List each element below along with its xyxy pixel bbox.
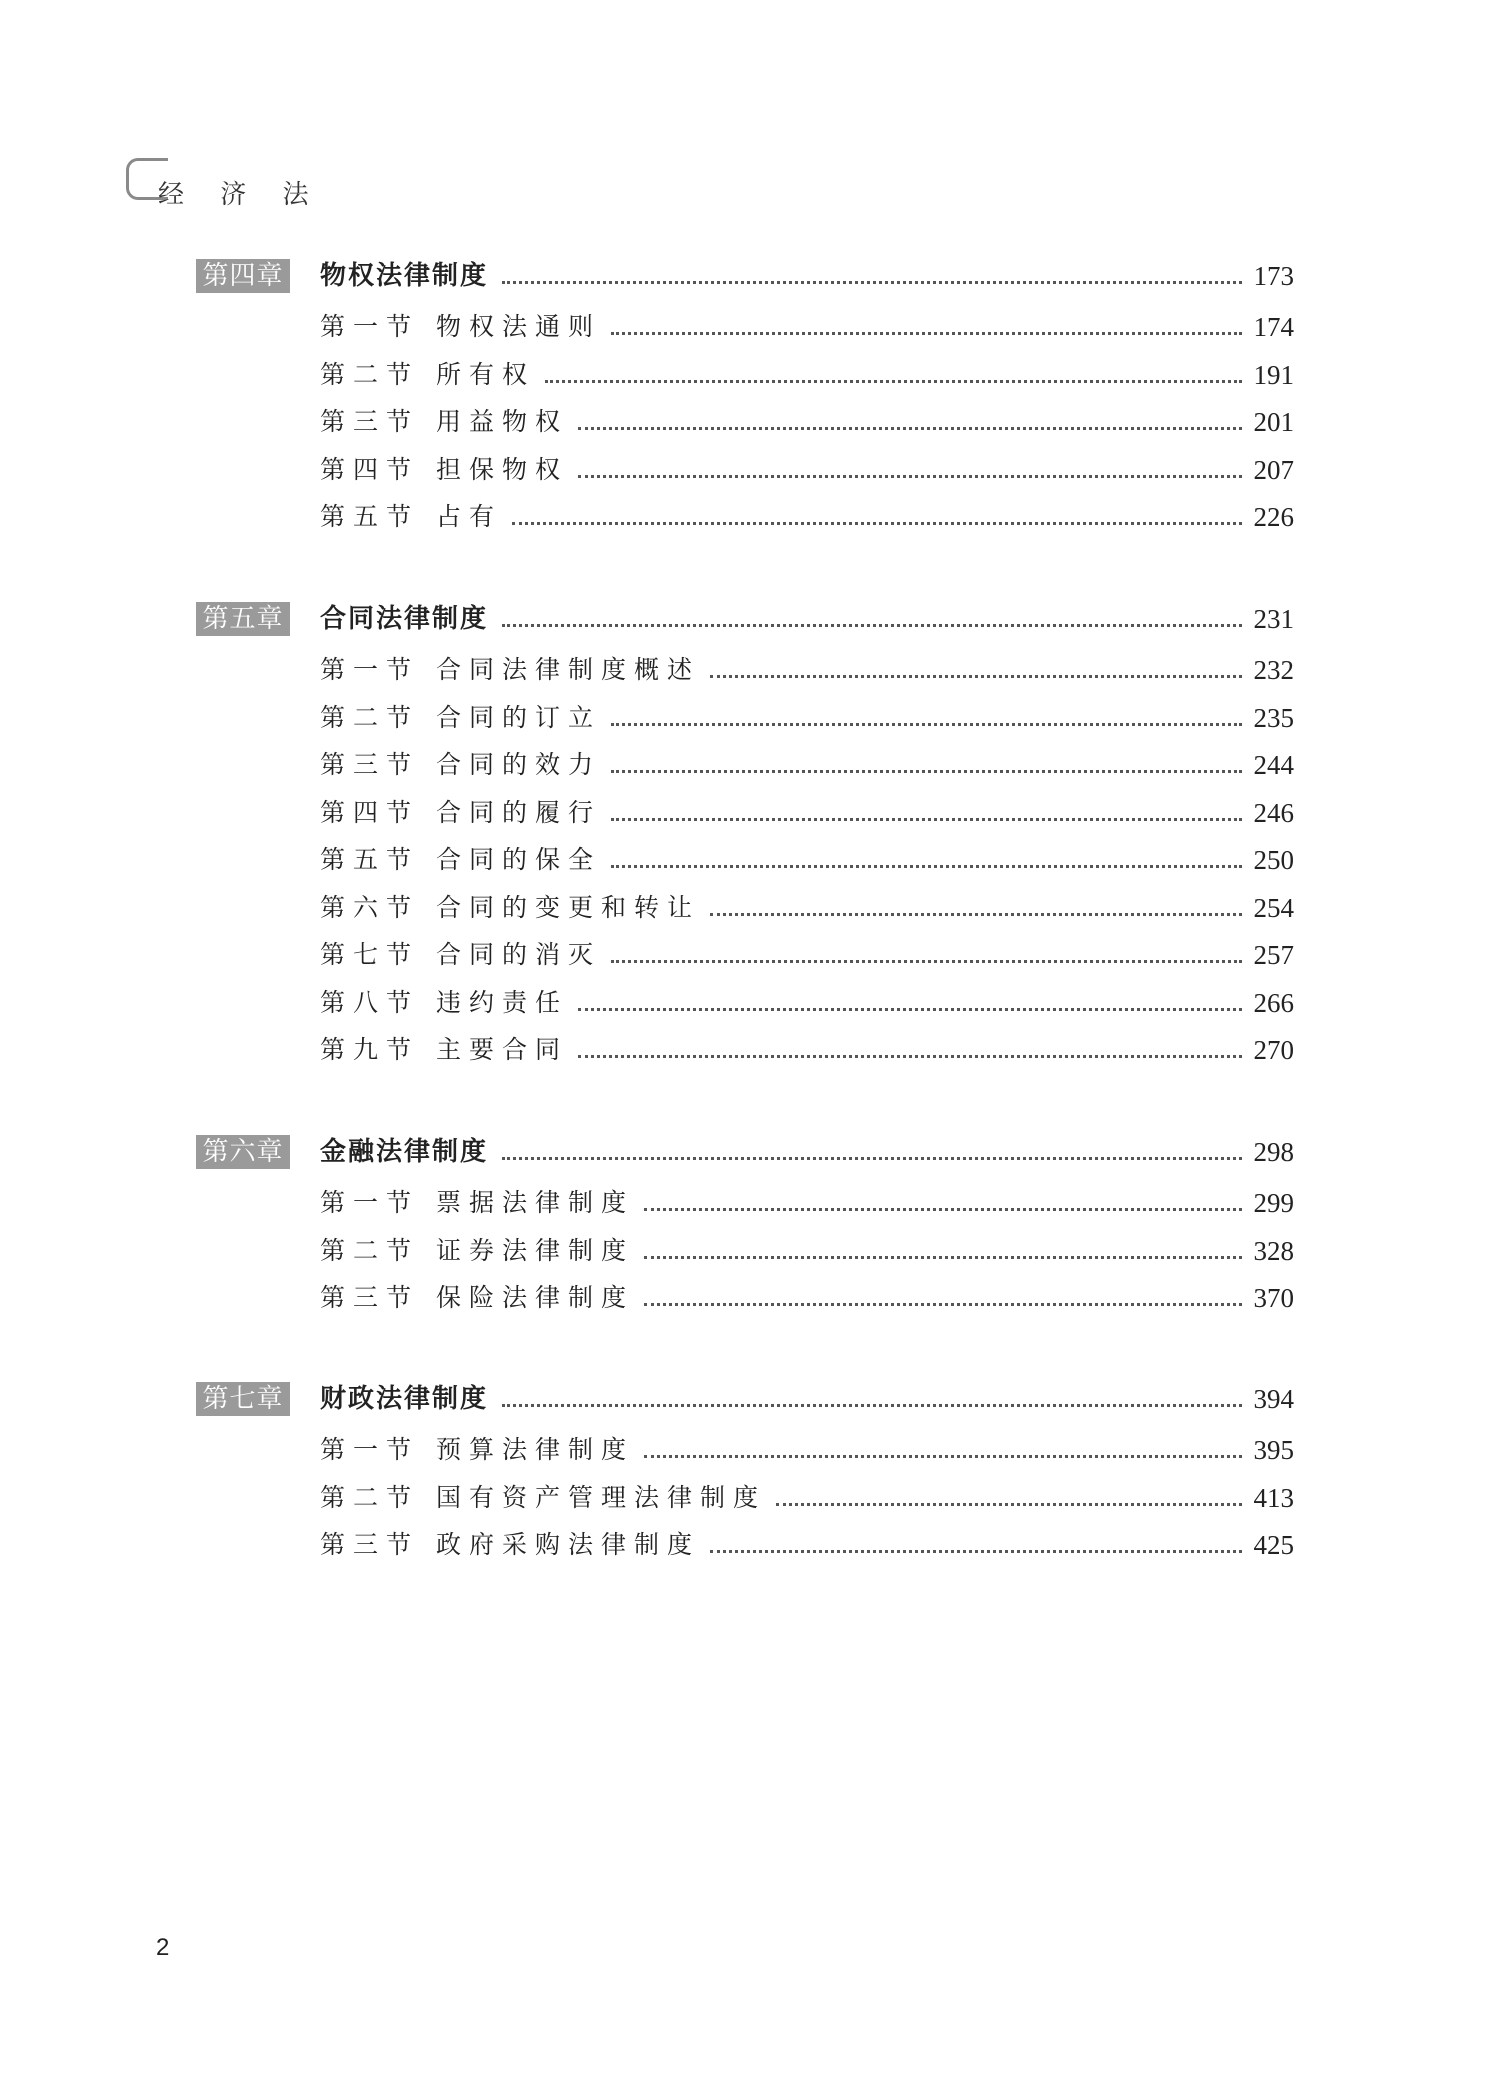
chapter-badge: 第四章 — [196, 259, 290, 293]
section-page-number: 226 — [1253, 502, 1294, 532]
section-title: 占有 — [436, 500, 508, 534]
section-page-number: 174 — [1253, 312, 1294, 342]
section-row[interactable] — [0, 1186, 1504, 1226]
chapter-row[interactable] — [0, 1382, 1504, 1422]
section-number: 第六节 — [320, 892, 420, 922]
dot-leader — [545, 358, 1242, 392]
section-number: 第四节 — [320, 797, 420, 827]
dot-leader — [644, 1234, 1242, 1268]
section-title: 合同的消灭 — [436, 938, 607, 972]
section-title: 保险法律制度 — [436, 1281, 640, 1315]
dot-leader — [578, 453, 1242, 487]
page-number: 2 — [156, 1934, 170, 1961]
chapter-page-number: 173 — [1253, 261, 1294, 291]
section-page-number: 395 — [1253, 1435, 1294, 1465]
section-number: 第五节 — [320, 845, 420, 874]
section-page-number: 232 — [1253, 655, 1294, 685]
section-page-number: 270 — [1253, 1035, 1294, 1065]
dot-leader — [710, 1528, 1242, 1562]
section-number: 第五节 — [320, 502, 420, 531]
chapter-title: 物权法律制度 — [320, 259, 498, 293]
dot-leader — [611, 701, 1242, 735]
section-page-number: 370 — [1253, 1283, 1294, 1313]
section-title: 合同法律制度概述 — [436, 653, 706, 687]
section-title: 国有资产管理法律制度 — [436, 1481, 772, 1515]
dot-leader — [644, 1281, 1242, 1315]
section-title: 主要合同 — [436, 1033, 574, 1067]
section-page-number: 254 — [1253, 892, 1294, 923]
section-title: 违约责任 — [436, 986, 574, 1020]
dot-leader — [512, 500, 1242, 534]
section-row[interactable] — [0, 500, 1504, 540]
section-row[interactable] — [0, 310, 1504, 350]
dot-leader — [578, 405, 1242, 439]
section-number: 第八节 — [320, 987, 420, 1017]
dot-leader — [710, 891, 1242, 925]
section-row[interactable] — [0, 938, 1504, 978]
section-number: 第七节 — [320, 940, 420, 969]
section-title: 合同的订立 — [436, 701, 607, 735]
dot-leader — [578, 1033, 1242, 1067]
section-number: 第一节 — [320, 655, 420, 684]
section-page-number: 266 — [1253, 987, 1294, 1018]
section-row[interactable] — [0, 843, 1504, 883]
section-row[interactable] — [0, 1033, 1504, 1073]
chapter-page-number: 231 — [1253, 604, 1294, 634]
chapter-badge: 第六章 — [196, 1135, 290, 1169]
section-row[interactable] — [0, 986, 1504, 1026]
chapter-title: 财政法律制度 — [320, 1382, 498, 1416]
section-number: 第九节 — [320, 1035, 420, 1064]
section-page-number: 201 — [1253, 407, 1294, 437]
chapter-page-number: 394 — [1253, 1384, 1294, 1414]
dot-leader — [502, 1135, 1242, 1169]
section-row[interactable] — [0, 358, 1504, 398]
section-title: 证券法律制度 — [436, 1234, 640, 1268]
dot-leader — [611, 938, 1242, 972]
dot-leader — [611, 310, 1242, 344]
section-number: 第三节 — [320, 407, 420, 436]
section-title: 票据法律制度 — [436, 1186, 640, 1220]
section-row[interactable] — [0, 701, 1504, 741]
section-page-number: 207 — [1253, 454, 1294, 485]
dot-leader — [611, 796, 1242, 830]
section-title: 物权法通则 — [436, 310, 607, 344]
section-row[interactable] — [0, 653, 1504, 693]
section-number: 第一节 — [320, 312, 420, 341]
dot-leader — [502, 1382, 1242, 1416]
chapter-badge: 第七章 — [196, 1382, 290, 1416]
section-number: 第三节 — [320, 750, 420, 779]
chapter-row[interactable] — [0, 259, 1504, 299]
section-page-number: 235 — [1253, 702, 1294, 733]
section-title: 担保物权 — [436, 453, 574, 487]
section-row[interactable] — [0, 405, 1504, 445]
dot-leader — [611, 843, 1242, 877]
dot-leader — [710, 653, 1242, 687]
section-row[interactable] — [0, 1481, 1504, 1521]
dot-leader — [578, 986, 1242, 1020]
chapter-row[interactable] — [0, 602, 1504, 642]
section-page-number: 299 — [1253, 1188, 1294, 1218]
section-row[interactable] — [0, 1433, 1504, 1473]
section-title: 合同的保全 — [436, 843, 607, 877]
section-title: 合同的履行 — [436, 796, 607, 830]
chapter-row[interactable] — [0, 1135, 1504, 1175]
section-row[interactable] — [0, 1281, 1504, 1321]
section-number: 第二节 — [320, 1482, 420, 1512]
section-number: 第二节 — [320, 1235, 420, 1265]
section-title: 合同的变更和转让 — [436, 891, 706, 925]
dot-leader — [502, 602, 1242, 636]
section-number: 第二节 — [320, 359, 420, 389]
section-page-number: 425 — [1253, 1530, 1294, 1560]
section-number: 第四节 — [320, 454, 420, 484]
section-number: 第二节 — [320, 702, 420, 732]
section-row[interactable] — [0, 891, 1504, 931]
section-page-number: 244 — [1253, 750, 1294, 780]
section-number: 第三节 — [320, 1530, 420, 1559]
section-number: 第一节 — [320, 1435, 420, 1464]
chapter-title: 金融法律制度 — [320, 1135, 498, 1169]
chapter-title: 合同法律制度 — [320, 602, 498, 636]
dot-leader — [776, 1481, 1242, 1515]
header-title: 经 济 法 — [158, 180, 323, 210]
dot-leader — [502, 259, 1242, 293]
section-row[interactable] — [0, 748, 1504, 788]
section-title: 用益物权 — [436, 405, 574, 439]
section-row[interactable] — [0, 453, 1504, 493]
section-page-number: 246 — [1253, 797, 1294, 828]
dot-leader — [644, 1433, 1242, 1467]
section-title: 合同的效力 — [436, 748, 607, 782]
section-number: 第一节 — [320, 1188, 420, 1217]
chapter-badge: 第五章 — [196, 602, 290, 636]
section-row[interactable] — [0, 796, 1504, 836]
section-title: 所有权 — [436, 358, 541, 392]
section-row[interactable] — [0, 1234, 1504, 1274]
section-page-number: 257 — [1253, 940, 1294, 970]
section-page-number: 250 — [1253, 845, 1294, 875]
section-page-number: 191 — [1253, 359, 1294, 390]
section-page-number: 328 — [1253, 1235, 1294, 1266]
section-title: 预算法律制度 — [436, 1433, 640, 1467]
section-number: 第三节 — [320, 1283, 420, 1312]
dot-leader — [611, 748, 1242, 782]
section-row[interactable] — [0, 1528, 1504, 1568]
section-page-number: 413 — [1253, 1482, 1294, 1513]
dot-leader — [644, 1186, 1242, 1220]
section-title: 政府采购法律制度 — [436, 1528, 706, 1562]
chapter-page-number: 298 — [1253, 1137, 1294, 1167]
